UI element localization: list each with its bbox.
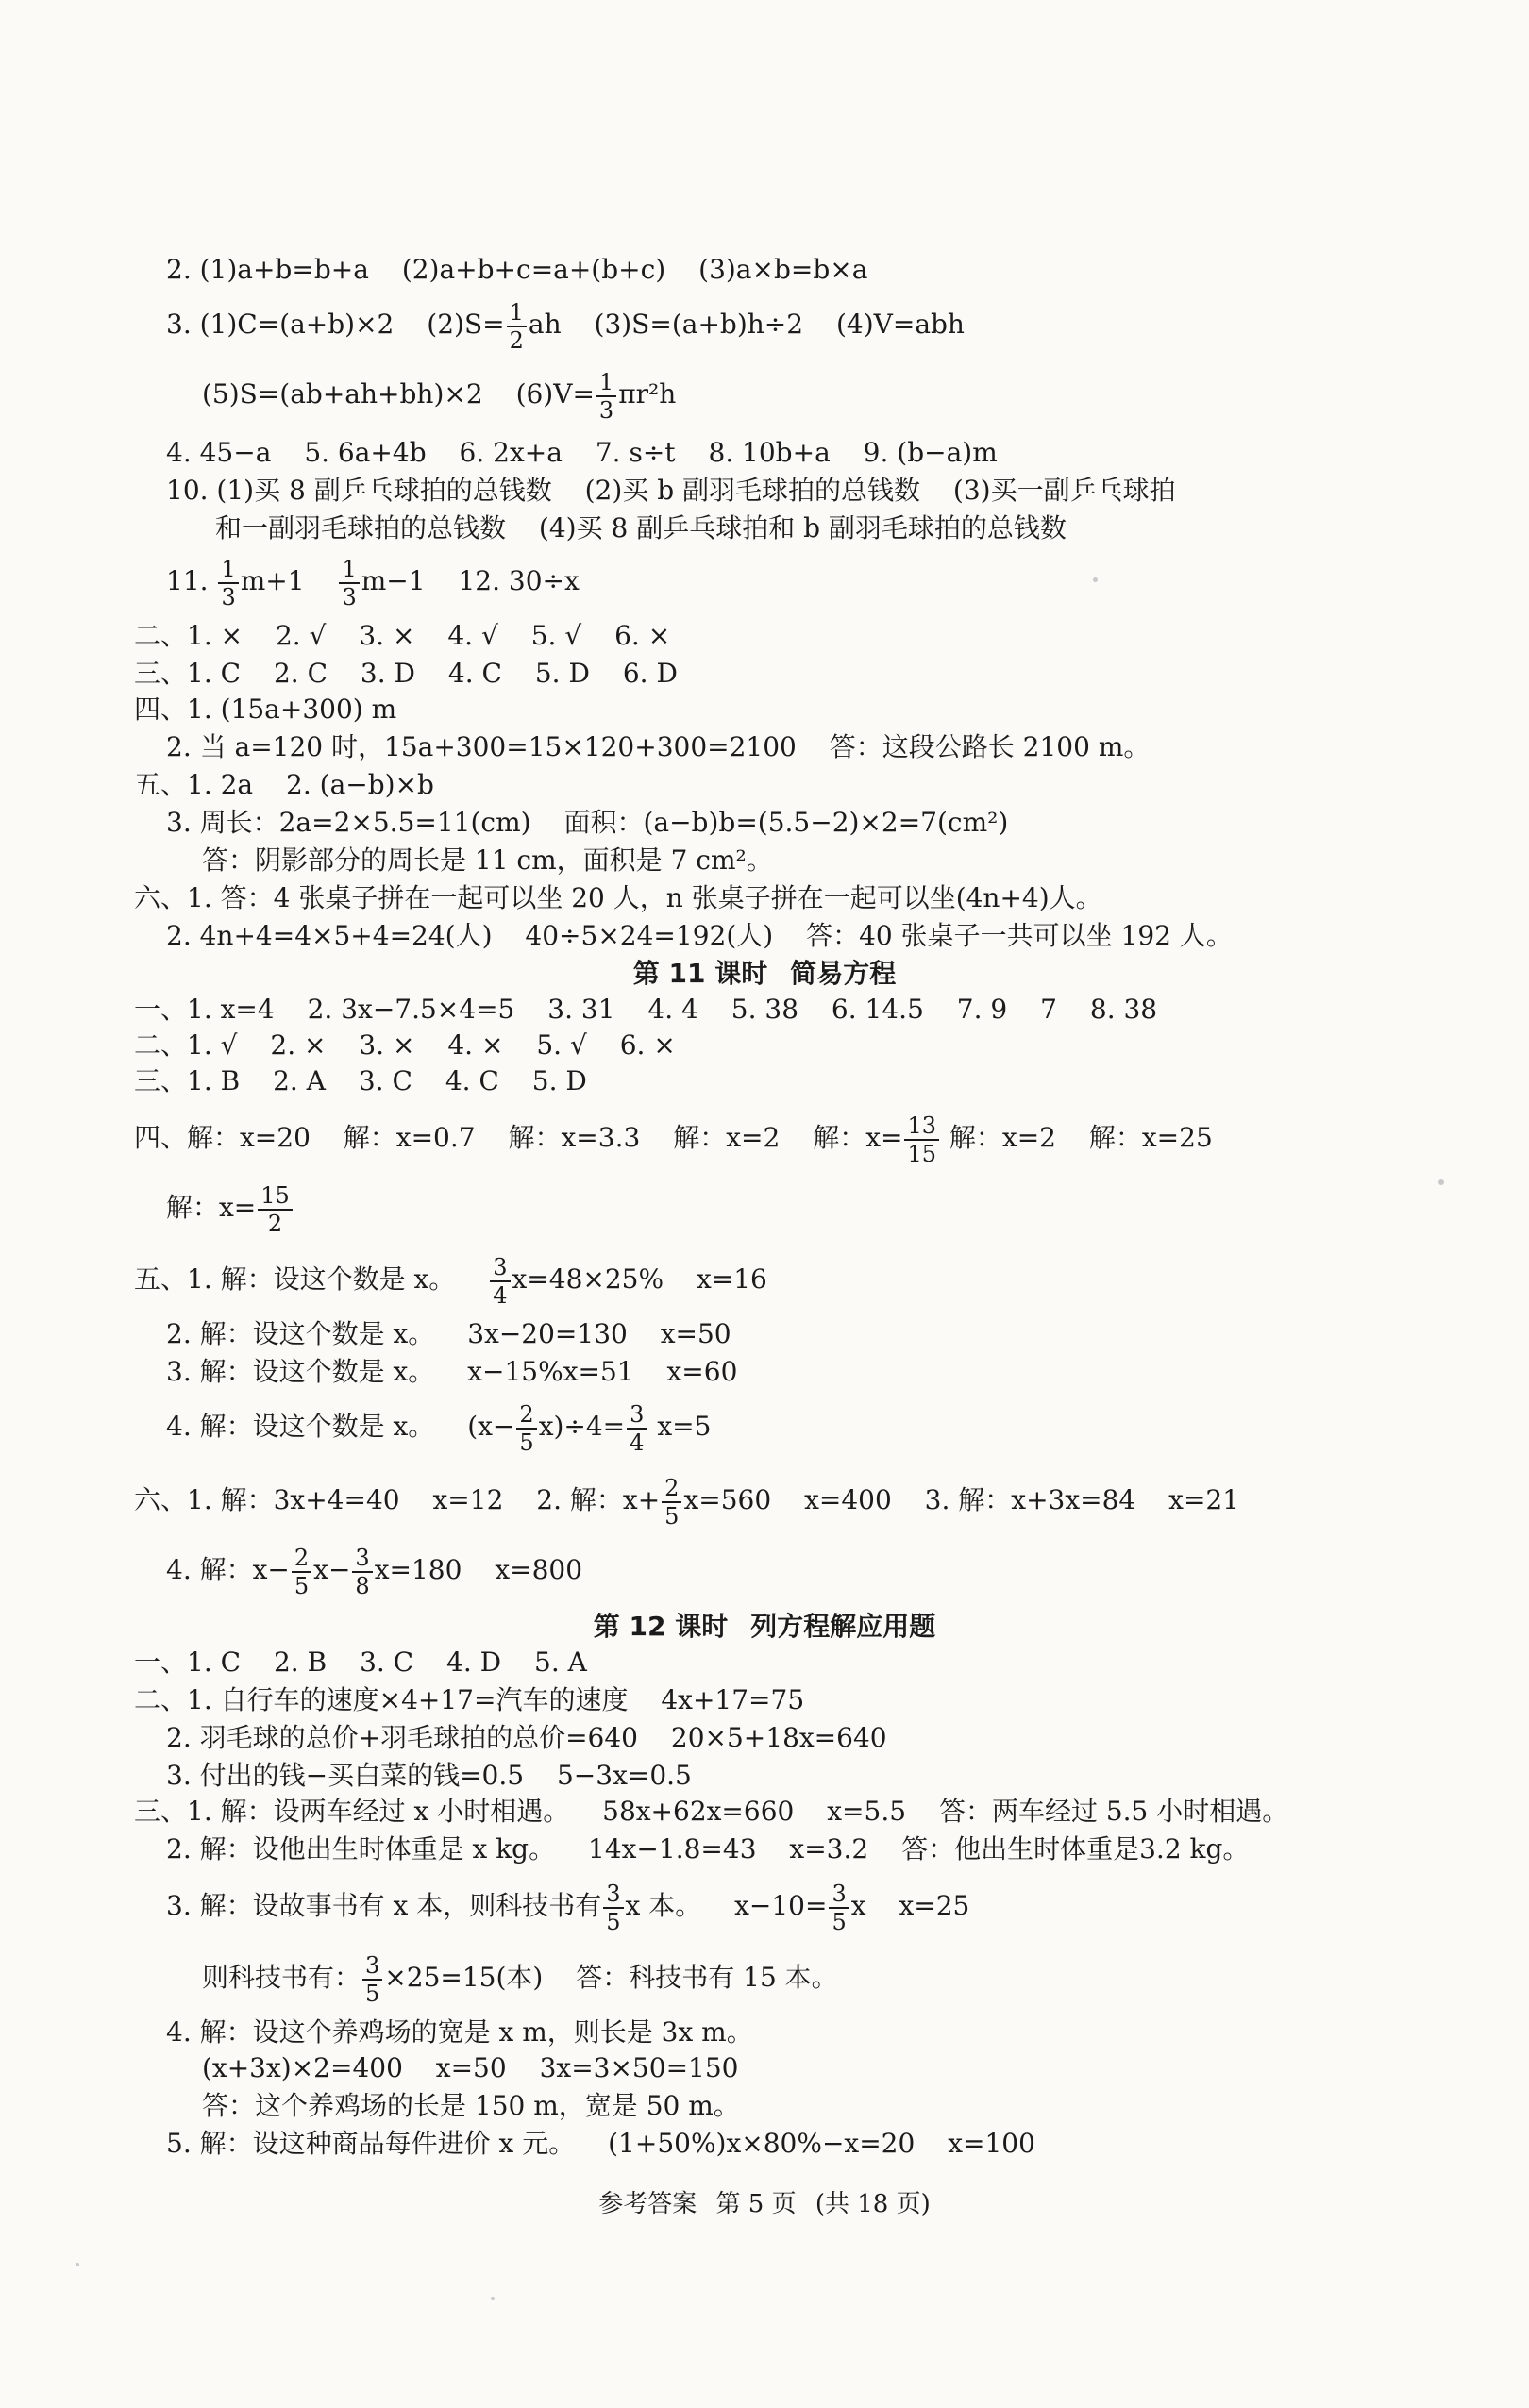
answer-line: [166, 1831, 1249, 1868]
answer-line: [166, 2014, 753, 2051]
answer-text: 2. 解：设这个数是 x。: [166, 1318, 435, 1349]
answer-line: [166, 2125, 1035, 2163]
answer-text: 4. 解：设这个养鸡场的宽是 x m，则长是 3x m。: [166, 2016, 753, 2048]
answer-text: (3)买一副乒乓球拍: [952, 475, 1176, 506]
page-number: 第 5 页: [715, 2190, 797, 2218]
answer-line: [134, 766, 434, 804]
answer-line: [166, 1870, 969, 1942]
answer-text: x=16: [696, 1263, 767, 1295]
answer-line: [202, 1942, 838, 2014]
answer-text: 2. 3x−7.5×4=5: [307, 994, 515, 1025]
answer-text: 40÷5×24=192(人): [525, 920, 774, 951]
answer-text: 一、1. x=4: [134, 994, 275, 1025]
answer-text: 一、1. C: [134, 1647, 242, 1678]
answer-text: 3. 付出的钱−买白菜的钱=0.5: [166, 1760, 525, 1791]
answer-text: x=21: [1168, 1484, 1240, 1515]
answer-text: 8. 10b+a: [708, 437, 831, 468]
answer-text: 7: [1040, 994, 1057, 1025]
fraction: $\frac{3}{4}$: [627, 1403, 647, 1454]
answer-text: 3. 解：x+3x=84: [924, 1484, 1136, 1515]
answer-text: 5. 6a+4b: [304, 437, 427, 468]
answer-text: 5. D: [534, 658, 590, 689]
answer-text: x=5.5: [827, 1796, 907, 1827]
answer-text: 5. 解：设这种商品每件进价 x 元。: [166, 2128, 576, 2159]
answer-line: [134, 1464, 1239, 1536]
answer-text: 面积：(a−b)b=(5.5−2)×2=7(cm²): [563, 807, 1009, 838]
lesson-heading: [0, 1608, 1529, 1646]
answer-text: 2. 当 a=120 时，15a+300=15×120+300=2100: [166, 731, 797, 762]
answer-text: 和一副羽毛球拍的总钱数: [215, 512, 507, 543]
answer-line: [166, 289, 965, 360]
answer-text: x=50: [660, 1318, 731, 1349]
answer-text: 三、1. C: [134, 658, 242, 689]
answer-text: x−: [313, 1554, 351, 1585]
answer-text: 三、1. 解：设两车经过 x 小时相遇。: [134, 1796, 570, 1827]
fraction: $\frac{3}{5}$: [603, 1882, 623, 1933]
answer-line: [134, 1027, 676, 1064]
answer-text: πr²h: [618, 378, 677, 410]
answer-text: 14x−1.8=43: [588, 1833, 757, 1865]
answer-text: 5. √: [536, 1029, 587, 1061]
lesson-number: 第 12 课时: [593, 1611, 729, 1642]
answer-text: 解：x=2: [949, 1122, 1056, 1153]
fraction: $\frac{3}{4}$: [490, 1256, 510, 1307]
answer-text: 20×5+18x=640: [670, 1722, 887, 1753]
answer-text: (4)V=abh: [835, 309, 965, 340]
answer-text: x=60: [666, 1356, 738, 1387]
answer-text: 答：阴影部分的周长是 11 cm，面积是 7 cm²。: [202, 844, 773, 876]
answer-text: 4x+17=75: [661, 1684, 805, 1715]
answer-text: (4)买 8 副乒乓球拍和 b 副羽毛球拍的总钱数: [538, 512, 1067, 543]
scan-speck: [1093, 577, 1098, 582]
answer-text: 五、1. 解：设这个数是 x。: [134, 1263, 456, 1295]
page-total: (共 18 页): [815, 2190, 931, 2218]
answer-text: 3. ×: [359, 620, 415, 651]
lesson-topic: 列方程解应用题: [750, 1611, 936, 1642]
answer-text: 3. (1)C=(a+b)×2: [166, 309, 395, 340]
fraction: $\frac{1}{3}$: [339, 558, 359, 609]
answer-text: 四、1. (15a+300) m: [134, 694, 397, 725]
answer-text: x: [850, 1890, 866, 1921]
answer-text: 6. 2x+a: [459, 437, 563, 468]
answer-text: 4. 45−a: [166, 437, 272, 468]
fraction: $\frac{2}{5}$: [516, 1403, 536, 1454]
answer-text: 答：40 张桌子一共可以坐 192 人。: [806, 920, 1233, 951]
answer-text: (2)买 b 副羽毛球拍的总钱数: [584, 475, 921, 506]
answer-text: x=100: [948, 2128, 1035, 2159]
answer-text: 3. 31: [547, 994, 615, 1025]
fraction: $\frac{15}{2}$: [258, 1184, 293, 1235]
answer-text: x=400: [804, 1484, 892, 1515]
answer-text: 解：x=25: [1088, 1122, 1213, 1153]
answer-text: 四、解：x=20: [134, 1122, 311, 1153]
answer-text: (x+3x)×2=400: [202, 2052, 403, 2083]
answer-text: 二、1. ×: [134, 620, 244, 651]
answer-text: 6. ×: [614, 620, 671, 651]
answer-text: x=25: [899, 1890, 970, 1921]
answer-text: 答：这段公路长 2100 m。: [829, 731, 1151, 762]
answer-line: [134, 991, 1157, 1028]
answer-text: 5−3x=0.5: [556, 1760, 692, 1791]
answer-text: 6. ×: [619, 1029, 676, 1061]
answer-text: 12. 30÷x: [458, 565, 580, 596]
answer-text: 10. (1)买 8 副乒乓球拍的总钱数: [166, 475, 552, 506]
answer-text: 2. (1)a+b=b+a: [166, 254, 369, 285]
fraction: $\frac{13}{15}$: [904, 1114, 939, 1165]
fraction: $\frac{3}{5}$: [362, 1954, 382, 2005]
answer-line: [202, 842, 773, 879]
answer-text: ×25=15(本): [384, 1962, 544, 1993]
answer-line: [166, 1757, 692, 1795]
answer-text: (x−: [467, 1411, 515, 1442]
answer-text: m−1: [361, 565, 426, 596]
answer-line: [166, 1391, 711, 1463]
answer-text: (6)V=: [515, 378, 595, 410]
scan-speck: [491, 2297, 495, 2300]
answer-text: 3. D: [360, 658, 415, 689]
answer-text: 2. (a−b)×b: [286, 769, 434, 800]
fraction: $\frac{2}{5}$: [662, 1477, 681, 1528]
answer-text: 8. 38: [1089, 994, 1158, 1025]
answer-line: [166, 1719, 887, 1757]
answer-line: [215, 510, 1067, 547]
answer-text: 5. √: [530, 620, 582, 651]
answer-line: [166, 545, 580, 617]
answer-text: 3. C: [358, 1065, 412, 1096]
answer-text: 5. A: [534, 1647, 587, 1678]
answer-text: 解：x=3.3: [508, 1122, 641, 1153]
answer-text: 三、1. B: [134, 1065, 241, 1096]
answer-text: 二、1. 自行车的速度×4+17=汽车的速度: [134, 1684, 629, 1715]
answer-line: [134, 617, 670, 655]
answer-text: x=560: [683, 1484, 772, 1515]
answer-text: 2. √: [275, 620, 327, 651]
answer-text: (1+50%)x×80%−x=20: [608, 2128, 916, 2159]
answer-line: [134, 1102, 1213, 1174]
answer-line: [166, 1353, 737, 1391]
answer-text: (2)a+b+c=a+(b+c): [401, 254, 666, 285]
fraction: $\frac{2}{5}$: [292, 1547, 311, 1597]
answer-text: (3)S=(a+b)h÷2: [594, 309, 804, 340]
answer-text: x=50: [435, 2052, 507, 2083]
answer-text: 4. D: [446, 1647, 502, 1678]
answer-text: 2. 解：设他出生时体重是 x kg。: [166, 1833, 556, 1865]
fraction: $\frac{3}{5}$: [829, 1882, 849, 1933]
scan-speck: [76, 2263, 79, 2266]
answer-text: 2. 解：x+: [536, 1484, 661, 1515]
answer-text: 4. 解：设这个数是 x。: [166, 1411, 435, 1442]
answer-text: 3x=3×50=150: [539, 2052, 739, 2083]
fraction: $\frac{1}{2}$: [507, 301, 527, 352]
answer-line: [166, 804, 1008, 842]
answer-text: 3. 周长：2a=2×5.5=11(cm): [166, 807, 531, 838]
answer-text: m+1: [240, 565, 305, 596]
answer-text: 二、1. √: [134, 1029, 238, 1061]
answer-text: 7. 9: [956, 994, 1008, 1025]
answer-text: x=48×25%: [512, 1263, 664, 1295]
answer-line: [166, 472, 1176, 510]
answer-text: 答：科技书有 15 本。: [576, 1962, 838, 1993]
answer-text: 答：他出生时体重是3.2 kg。: [901, 1833, 1250, 1865]
answer-text: 2. B: [273, 1647, 328, 1678]
answer-text: 2. C: [273, 658, 328, 689]
answer-text: x=800: [495, 1554, 583, 1585]
answer-line: [166, 251, 867, 289]
answer-text: 4. ×: [447, 1029, 504, 1061]
answer-line: [202, 2087, 740, 2125]
answer-text: 3. 解：设这个数是 x。: [166, 1356, 435, 1387]
answer-text: (3)a×b=b×a: [698, 254, 868, 285]
answer-text: 4. 4: [647, 994, 698, 1025]
answer-text: x=12: [432, 1484, 504, 1515]
answer-text: 解：x=0.7: [343, 1122, 476, 1153]
answer-text: 解：x=: [813, 1122, 903, 1153]
answer-line: [134, 1644, 587, 1681]
answer-text: 4. C: [447, 658, 502, 689]
answer-text: x−10=: [734, 1890, 828, 1921]
answer-text: x=5: [657, 1411, 712, 1442]
lesson-number: 第 11 课时: [632, 958, 768, 989]
answer-text: 5. D: [531, 1065, 587, 1096]
answer-line: [166, 917, 1233, 955]
fraction: $\frac{1}{3}$: [218, 558, 238, 609]
footer-label: 参考答案: [598, 2190, 697, 2218]
answer-text: 解：x=: [166, 1192, 257, 1223]
answer-text: x 本。: [625, 1890, 702, 1921]
answer-text: x−15%x=51: [467, 1356, 634, 1387]
answer-text: 4. C: [445, 1065, 499, 1096]
answer-text: x)÷4=: [538, 1411, 626, 1442]
answer-text: (2)S=: [427, 309, 505, 340]
answer-text: 4. 解：x−: [166, 1554, 290, 1585]
answer-text: 2. 羽毛球的总价+羽毛球拍的总价=640: [166, 1722, 638, 1753]
answer-line: [134, 691, 396, 728]
answer-text: 3. 解：设故事书有 x 本，则科技书有: [166, 1890, 602, 1921]
answer-text: 6. 14.5: [831, 994, 924, 1025]
fraction: $\frac{1}{3}$: [596, 371, 616, 422]
fraction: $\frac{3}{8}$: [352, 1547, 372, 1597]
answer-line: [134, 655, 678, 693]
answer-text: 六、1. 解：3x+4=40: [134, 1484, 400, 1515]
answer-text: 六、1. 答：4 张桌子拼在一起可以坐 20 人，n 张桌子拼在一起可以坐(4n+4)人。: [134, 882, 1102, 913]
answer-text: (5)S=(ab+ah+bh)×2: [202, 378, 483, 410]
answer-line: [166, 1534, 582, 1606]
answer-text: ah: [528, 309, 562, 340]
answer-text: 3. C: [360, 1647, 414, 1678]
answer-line: [134, 1681, 804, 1719]
answer-text: 58x+62x=660: [602, 1796, 795, 1827]
answer-text: 答：两车经过 5.5 小时相遇。: [938, 1796, 1289, 1827]
answer-text: 2. A: [273, 1065, 326, 1096]
answer-line: [166, 1172, 294, 1244]
answer-line: [166, 728, 1150, 766]
answer-text: 5. 38: [731, 994, 799, 1025]
answer-line: [202, 359, 676, 430]
answer-line: [202, 2049, 738, 2087]
answer-line: [134, 1062, 587, 1100]
page-footer: [0, 2187, 1529, 2221]
answer-line: [166, 434, 998, 472]
answer-text: x=180: [374, 1554, 462, 1585]
answer-text: 3x−20=130: [467, 1318, 628, 1349]
answer-text: 7. s÷t: [595, 437, 676, 468]
answer-text: 9. (b−a)m: [863, 437, 998, 468]
answer-text: 2. ×: [270, 1029, 327, 1061]
answer-text: 解：x=2: [673, 1122, 781, 1153]
scan-speck: [1438, 1179, 1444, 1185]
answer-line: [134, 1244, 767, 1315]
answer-text: 4. √: [447, 620, 498, 651]
answer-text: 11.: [166, 565, 209, 596]
answer-text: x=3.2: [789, 1833, 869, 1865]
answer-line: [166, 1315, 731, 1353]
answer-text: 答：这个养鸡场的长是 150 m，宽是 50 m。: [202, 2090, 740, 2121]
answer-text: 6. D: [622, 658, 678, 689]
lesson-topic: 简易方程: [790, 958, 897, 989]
answer-line: [134, 1793, 1288, 1831]
answer-text: 3. ×: [359, 1029, 415, 1061]
answer-text: 2. 4n+4=4×5+4=24(人): [166, 920, 493, 951]
answer-text: 则科技书有：: [202, 1962, 361, 1993]
answer-line: [134, 879, 1102, 917]
answer-text: 五、1. 2a: [134, 769, 254, 800]
lesson-heading: [0, 955, 1529, 993]
